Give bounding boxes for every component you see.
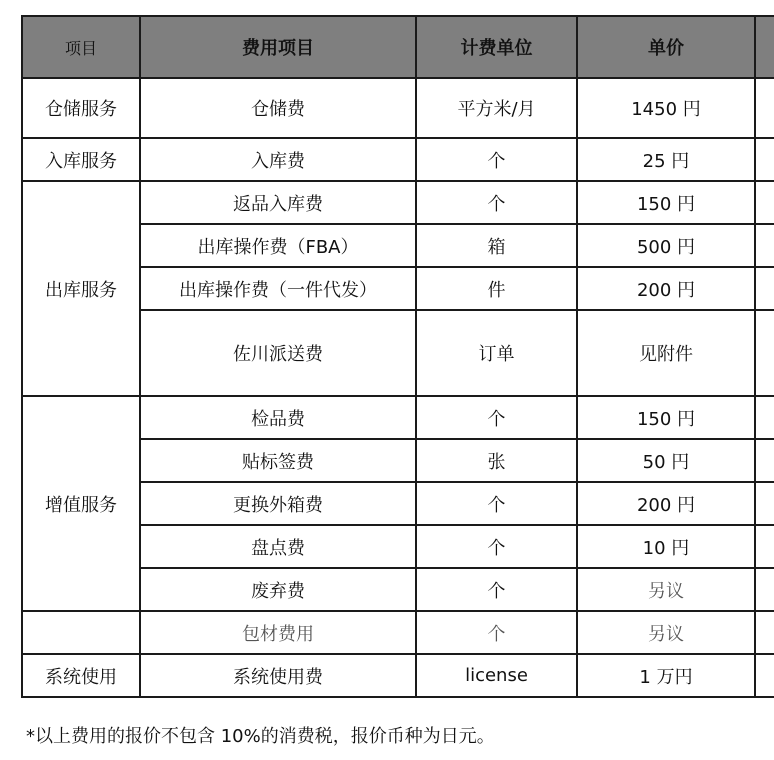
fee-item: 入库费 [140,138,416,181]
extra-cell [755,439,774,482]
extra-cell [755,396,774,439]
header-unit-price: 单价 [577,16,755,78]
fee-item: 佐川派送费 [140,310,416,396]
billing-unit: 个 [416,525,577,568]
extra-cell [755,611,774,654]
table-row [22,138,774,181]
unit-price: 10 円 [577,525,755,568]
header-billing-unit: 计费单位 [416,16,577,78]
group-storage: 仓储服务 [22,78,140,138]
fee-item: 包材费用 [140,611,416,654]
extra-cell [755,310,774,396]
fee-item: 仓储费 [140,78,416,138]
fee-item: 返品入库费 [140,181,416,224]
fee-item: 更换外箱费 [140,482,416,525]
unit-price: 500 円 [577,224,755,267]
table-row [22,396,774,439]
fee-item: 废弃费 [140,568,416,611]
billing-unit: 个 [416,611,577,654]
unit-price: 1450 円 [577,78,755,138]
extra-cell [755,267,774,310]
extra-cell [755,568,774,611]
extra-cell [755,138,774,181]
fee-table [21,15,774,698]
group-empty [22,611,140,654]
table-row [22,611,774,654]
extra-cell [755,482,774,525]
fee-item: 系统使用费 [140,654,416,697]
footnotes [26,720,766,754]
unit-price: 150 円 [577,181,755,224]
fee-item: 检品费 [140,396,416,439]
extra-cell [755,654,774,697]
header-fee-item: 费用项目 [140,16,416,78]
billing-unit: 件 [416,267,577,310]
billing-unit: 平方米/月 [416,78,577,138]
fee-item: 出库操作费（FBA） [140,224,416,267]
billing-unit: license [416,654,577,697]
fee-item: 盘点费 [140,525,416,568]
billing-unit: 张 [416,439,577,482]
unit-price: 1 万円 [577,654,755,697]
billing-unit: 订单 [416,310,577,396]
extra-cell [755,78,774,138]
fee-item: 出库操作费（一件代发） [140,267,416,310]
fee-item: 贴标签费 [140,439,416,482]
unit-price: 另议 [577,568,755,611]
billing-unit: 个 [416,138,577,181]
extra-cell [755,525,774,568]
group-inbound: 入库服务 [22,138,140,181]
unit-price: 另议 [577,611,755,654]
footnote-tax: *以上费用的报价不包含 10%的消费税，报价币种为日元。 [26,726,495,747]
billing-unit: 个 [416,396,577,439]
unit-price: 200 円 [577,482,755,525]
unit-price: 见附件 [577,310,755,396]
group-outbound: 出库服务 [22,181,140,396]
unit-price: 200 円 [577,267,755,310]
unit-price: 150 円 [577,396,755,439]
header-category: 项目 [22,16,140,78]
group-system: 系统使用 [22,654,140,697]
group-value-added: 增值服务 [22,396,140,611]
billing-unit: 个 [416,181,577,224]
table-row [22,78,774,138]
unit-price: 25 円 [577,138,755,181]
header-extra-column [755,16,774,78]
table-row [22,181,774,224]
extra-cell [755,181,774,224]
table-row [22,654,774,697]
billing-unit: 箱 [416,224,577,267]
unit-price: 50 円 [577,439,755,482]
extra-cell [755,224,774,267]
billing-unit: 个 [416,568,577,611]
header-row [22,16,774,78]
billing-unit: 个 [416,482,577,525]
